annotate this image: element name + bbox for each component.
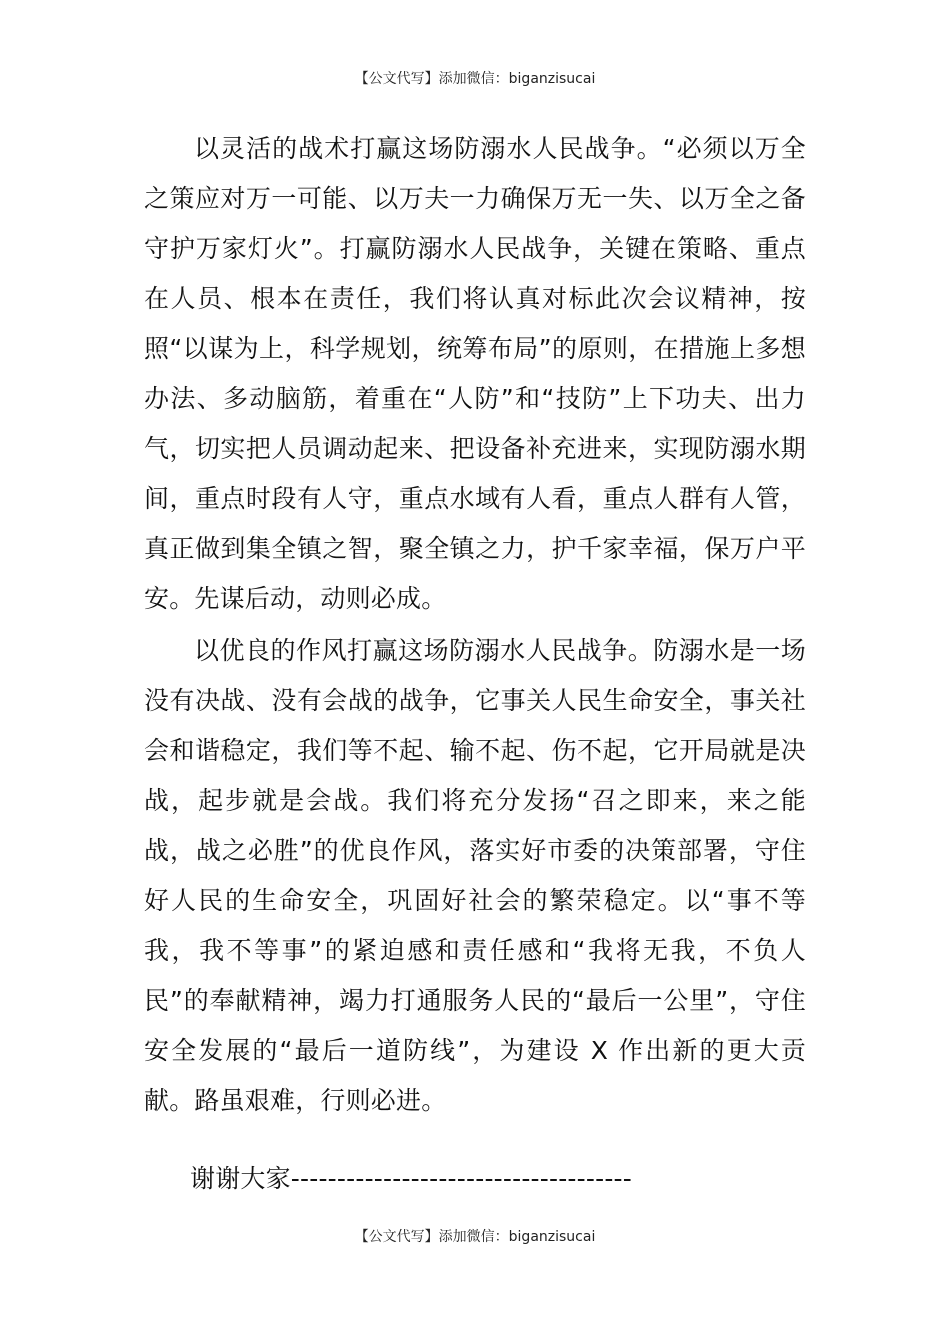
page-footer: 【公文代写】添加微信：biganzisucai — [354, 1229, 596, 1245]
body-paragraph-1: 以灵活的战术打赢这场防溺水人民战争。“必须以万全之策应对万一可能、以万夫一力确保万无一失、以万全之备守护万家灯火”。打赢防溺水人民战争，关键在策略、重点在人员、根本在责任，我们将认真对标此次会议精神，按照“以谋为上，科学规划，统筹布局”的原则，在措施上多想办法、多动脑筋，着重在“人防”和“技防”上下功夫、出力气，切实把人员调动起来、把设备补充进来，实现防溺水期间，重点时段有人守，重点水域有人看，重点人群有人管，真正做到集全镇之智，聚全镇之力，护千家幸福，保万户平安。先谋后动，动则必成。 — [144, 134, 806, 613]
document-body — [144, 124, 806, 1126]
page-header: 【公文代写】添加微信：biganzisucai — [354, 71, 596, 87]
body-paragraph-2: 以优良的作风打赢这场防溺水人民战争。防溺水是一场没有决战、没有会战的战争，它事关人民生命安全，事关社会和谐稳定，我们等不起、输不起、伤不起，它开局就是决战，起步就是会战。我们将充分发扬“召之即来，来之能战，战之必胜”的优良作风，落实好市委的决策部署，守住好人民的生命安全，巩固好社会的繁荣稳定。以“事不等我，我不等事”的紧迫感和责任感和“我将无我，不负人民”的奉献精神，竭力打通服务人民的“最后一公里”，守住安全发展的“最后一道防线”，为建设 X 作出新的更大贡献。路虽艰难，行则必进。 — [144, 636, 806, 1115]
closing-line: 谢谢大家------------------------------------- — [190, 1164, 632, 1193]
